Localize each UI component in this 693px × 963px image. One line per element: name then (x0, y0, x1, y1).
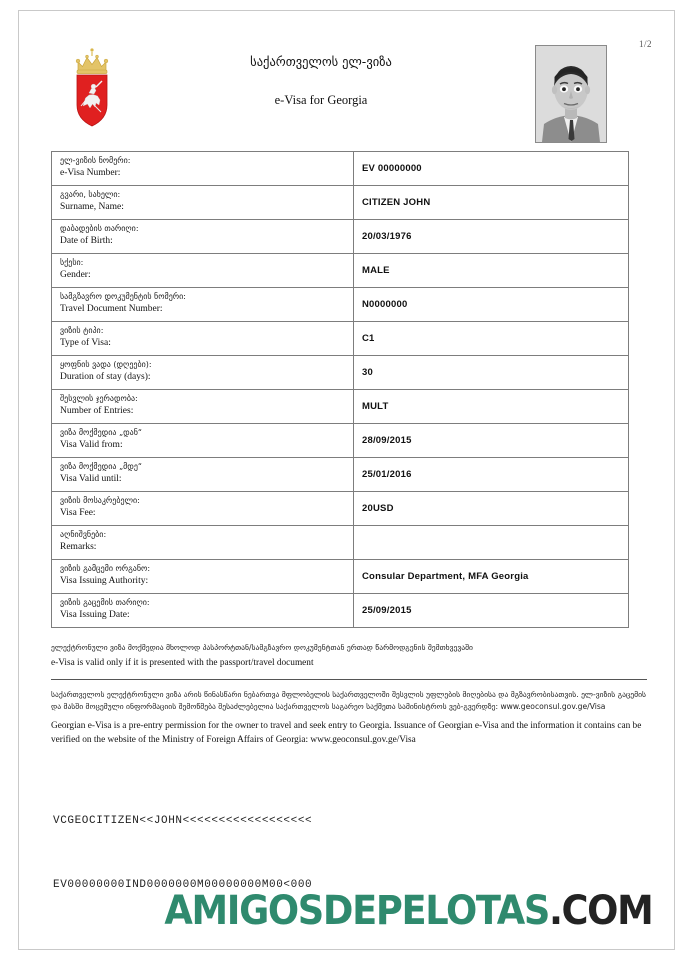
label-english: Remarks: (60, 542, 97, 553)
field-label-cell (52, 526, 354, 560)
field-label-cell (52, 458, 354, 492)
document-header (41, 23, 654, 151)
table-row (52, 390, 629, 424)
label-georgian: ვიზის ტიპი: (60, 326, 104, 336)
page-indicator: 1/2 (638, 39, 652, 49)
label-english: Type of Visa: (60, 338, 111, 349)
label-english: Duration of stay (days): (60, 372, 151, 383)
field-label-cell (52, 254, 354, 288)
label-english: e-Visa Number: (60, 168, 121, 179)
table-row (52, 560, 629, 594)
field-value-duration-of-stay: 30 (354, 356, 629, 390)
label-english: Surname, Name: (60, 202, 124, 213)
label-georgian: ვიზა მოქმედია „დან“ (60, 428, 143, 438)
table-row (52, 594, 629, 628)
table-row (52, 220, 629, 254)
label-english: Visa Issuing Date: (60, 610, 130, 621)
field-value-date-of-birth: 20/03/1976 (354, 220, 629, 254)
field-value-visa-issuing-authority: Consular Department, MFA Georgia (354, 560, 629, 594)
field-value-evisa-number: EV 00000000 (354, 152, 629, 186)
field-value-surname-name: CITIZEN JOHN (354, 186, 629, 220)
footer-notes (51, 642, 647, 748)
field-label-cell (52, 594, 354, 628)
label-english: Visa Fee: (60, 508, 96, 519)
field-value-visa-valid-from: 28/09/2015 (354, 424, 629, 458)
label-georgian: შესვლის ჯერადობა: (60, 394, 138, 404)
field-value-remarks (354, 526, 629, 560)
visa-page (18, 10, 675, 950)
label-english: Number of Entries: (60, 406, 134, 417)
table-row (52, 254, 629, 288)
table-row (52, 322, 629, 356)
field-label-cell (52, 492, 354, 526)
field-label-cell (52, 186, 354, 220)
label-georgian: ვიზის გაცემის თარიღი: (60, 598, 150, 608)
field-value-type-of-visa: C1 (354, 322, 629, 356)
field-label-cell (52, 322, 354, 356)
field-value-gender: MALE (354, 254, 629, 288)
mrz-line-2: EV00000000IND0000000M00000000M00<000 (53, 879, 313, 892)
label-georgian: ვიზის გამცემი ორგანო: (60, 564, 151, 574)
label-georgian: ყოფნის ვადა (დღეები): (60, 360, 152, 370)
table-row (52, 356, 629, 390)
validity-note-georgian: ელექტრონული ვიზა მოქმედია მხოლოდ პასპორტთან/სამგზავრო დოკუმენტთან ერთად წარმოდგენის შემთხვევაში (51, 643, 473, 652)
table-row (52, 288, 629, 322)
watermark-tld: .COM (548, 888, 652, 934)
title-english: e-Visa for Georgia (274, 92, 368, 107)
field-label-cell (52, 152, 354, 186)
verification-note (51, 689, 647, 748)
label-georgian: აღნიშვნები: (60, 530, 107, 540)
title-georgian: საქართველოს ელ-ვიზა (250, 54, 392, 69)
field-label-cell (52, 560, 354, 594)
mrz-line-1: VCGEOCITIZEN<<JOHN<<<<<<<<<<<<<<<<<< (53, 814, 313, 827)
table-row (52, 186, 629, 220)
label-georgian: გვარი, სახელი: (60, 190, 121, 200)
label-english: Visa Valid until: (60, 474, 122, 485)
label-georgian: ელ-ვიზის ნომერი: (60, 156, 131, 166)
label-english: Gender: (60, 270, 91, 281)
label-english: Visa Valid from: (60, 440, 123, 451)
validity-note (51, 642, 647, 671)
field-value-travel-document-number: N0000000 (354, 288, 629, 322)
verification-note-georgian: საქართველოს ელექტრონული ვიზა არის წინასწარი ნებართვა მფლობელის საქართველოში შესვლის უფლების მიღებისა და მგზავრობისათვის. ელ-ვიზის გაცემის და მასში მოცემული ინფორმაციის შემოწმება შესაძლებელია საქართველოს საგარეო საქმეთა სამინისტროს ვებ-გვერდზე: www.geoconsul.gov.ge/Visa (51, 689, 647, 711)
field-label-cell (52, 220, 354, 254)
label-georgian: დაბადების თარიღი: (60, 224, 139, 234)
watermark-brand: AMIGOSDEPELOTAS (164, 888, 549, 934)
georgia-coat-of-arms-icon (69, 43, 115, 135)
field-value-visa-fee: 20USD (354, 492, 629, 526)
applicant-photo (535, 45, 607, 143)
label-georgian: სქესი: (60, 258, 84, 268)
field-value-visa-issuing-date: 25/09/2015 (354, 594, 629, 628)
site-watermark (164, 888, 652, 934)
field-label-cell (52, 424, 354, 458)
visa-table-body (52, 152, 629, 628)
table-row (52, 424, 629, 458)
table-row (52, 152, 629, 186)
label-english: Date of Birth: (60, 236, 113, 247)
label-georgian: ვიზა მოქმედია „მდე“ (60, 462, 143, 472)
table-row (52, 458, 629, 492)
verification-note-english: Georgian e-Visa is a pre-entry permission for the owner to travel and seek entry to Georgia. Issuance of Georgian e-Visa and the information it contains can be verified on the website of the Ministry of Foreign Affairs of Georgia: www.geoconsul.gov.ge/Visa (51, 720, 642, 745)
notes-divider (51, 679, 647, 680)
field-label-cell (52, 356, 354, 390)
label-english: Visa Issuing Authority: (60, 576, 149, 587)
table-row (52, 492, 629, 526)
field-label-cell (52, 390, 354, 424)
validity-note-english: e-Visa is valid only if it is presented with the passport/travel document (51, 657, 314, 668)
field-value-visa-valid-until: 25/01/2016 (354, 458, 629, 492)
document-title-block (171, 53, 471, 108)
field-label-cell (52, 288, 354, 322)
label-english: Travel Document Number: (60, 304, 163, 315)
label-georgian: სამგზავრო დოკუმენტის ნომერი: (60, 292, 186, 302)
label-georgian: ვიზის მოსაკრებელი: (60, 496, 140, 506)
field-value-number-of-entries: MULT (354, 390, 629, 424)
visa-data-table (51, 151, 629, 628)
table-row (52, 526, 629, 560)
